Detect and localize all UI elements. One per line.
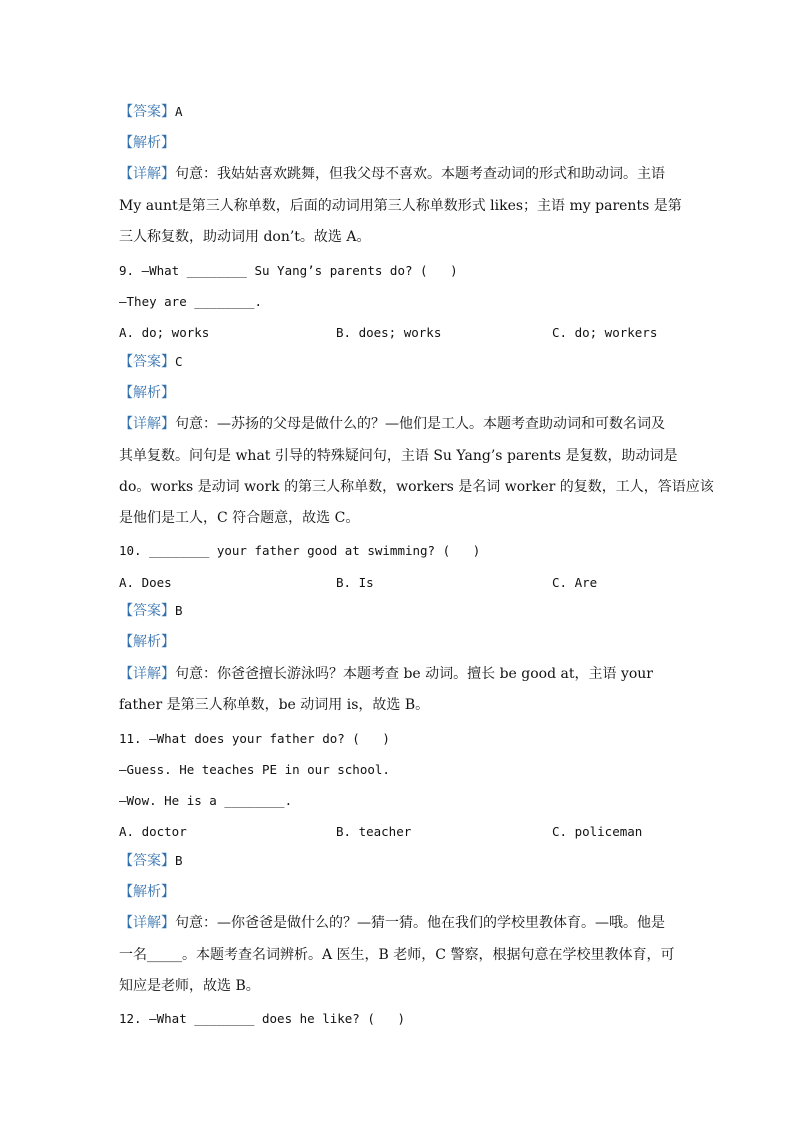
q11-response-2: —Wow. He is a ________. xyxy=(119,793,293,808)
q10-answer: 【答案】B xyxy=(119,603,183,619)
q9-detail-line-1: 【详解】句意：—苏扬的父母是做什么的？—他们是工人。本题考查助动词和可数名词及 xyxy=(119,416,665,432)
q9-analysis-label: 【解析】 xyxy=(119,385,175,401)
q11-answer: 【答案】B xyxy=(119,853,183,869)
q10-option-b: B. Is xyxy=(336,575,374,590)
q11-detail-line-2: 一名_____。本题考查名词辨析。A 医生，B 老师，C 警察，根据句意在学校里教体育，可 xyxy=(119,947,675,963)
q12-question: 12. —What ________ does he like? ( ) xyxy=(119,1011,405,1026)
q9-detail-line-3: do。works 是动词 work 的第三人称单数，workers 是名词 worker 的复数，工人，答语应该 xyxy=(119,479,714,495)
q11-option-b: B. teacher xyxy=(336,824,412,839)
q9-detail-line-4: 是他们是工人，C 符合题意，故选 C。 xyxy=(119,510,360,526)
q8-detail-line-1: 【详解】句意：我姑姑喜欢跳舞，但我父母不喜欢。本题考查动词的形式和助动词。主语 xyxy=(119,166,665,182)
q9-question: 9. —What ________ Su Yang’s parents do? ( ) xyxy=(119,263,458,278)
q9-option-c: C. do; workers xyxy=(552,325,658,340)
q11-analysis-label: 【解析】 xyxy=(119,884,175,900)
q8-detail-line-3: 三人称复数，助动词用 don’t。故选 A。 xyxy=(119,229,371,245)
q11-option-c: C. policeman xyxy=(552,824,643,839)
q10-detail-line-1: 【详解】句意：你爸爸擅长游泳吗？本题考查 be 动词。擅长 be good at，主语 your xyxy=(119,666,653,682)
q9-option-b: B. does; works xyxy=(336,325,442,340)
q11-detail-line-3: 知应是老师，故选 B。 xyxy=(119,978,260,994)
q8-detail-line-2: My aunt是第三人称单数，后面的动词用第三人称单数形式 likes；主语 my parents 是第 xyxy=(119,198,682,214)
q10-question: 10. ________ your father good at swimming? ( ) xyxy=(119,543,481,558)
q11-question: 11. —What does your father do? ( ) xyxy=(119,731,390,746)
q9-response: —They are ________. xyxy=(119,294,262,309)
q9-option-a: A. do; works xyxy=(119,325,210,340)
q9-answer: 【答案】C xyxy=(119,354,183,370)
q11-detail-line-1: 【详解】句意：—你爸爸是做什么的？—猜一猜。他在我们的学校里教体育。—哦。他是 xyxy=(119,915,665,931)
q10-analysis-label: 【解析】 xyxy=(119,634,175,650)
q10-detail-line-2: father 是第三人称单数，be 动词用 is，故选 B。 xyxy=(119,697,430,713)
q8-analysis-label: 【解析】 xyxy=(119,135,175,151)
q11-option-a: A. doctor xyxy=(119,824,187,839)
q9-detail-line-2: 其单复数。问句是 what 引导的特殊疑问句，主语 Su Yang’s parents 是复数，助动词是 xyxy=(119,448,678,464)
q11-response-1: —Guess. He teaches PE in our school. xyxy=(119,762,390,777)
q10-option-c: C. Are xyxy=(552,575,598,590)
q8-answer: 【答案】A xyxy=(119,104,183,120)
q10-option-a: A. Does xyxy=(119,575,172,590)
